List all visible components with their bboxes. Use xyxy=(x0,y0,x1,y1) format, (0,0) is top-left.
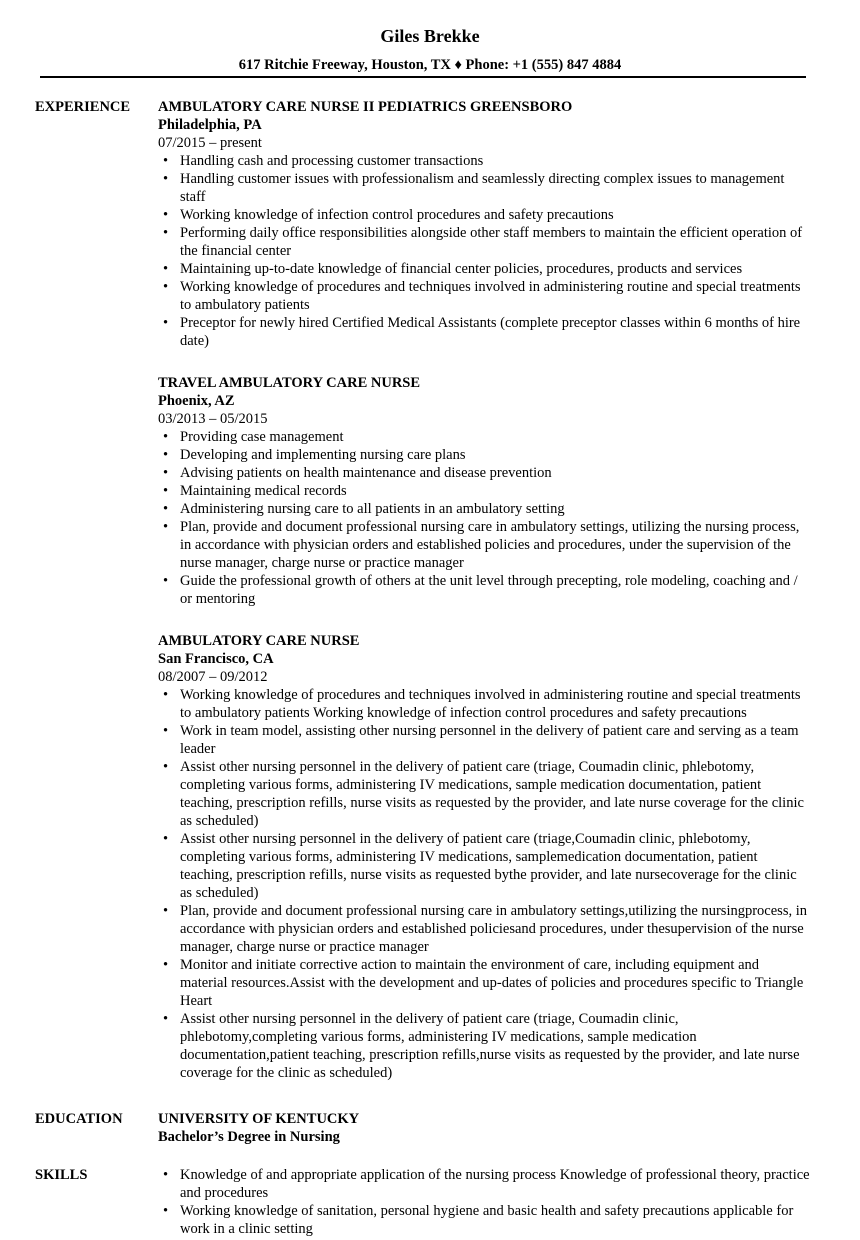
bullet-item xyxy=(158,1202,810,1238)
bullet-item xyxy=(158,464,810,482)
bullet-icon: • xyxy=(163,1203,169,1219)
bullet-text: Knowledge of and appropriate application of the nursing process Knowledge of professional theory, practice and procedures xyxy=(180,1167,810,1201)
job-location: Phoenix, AZ xyxy=(158,393,235,409)
bullet-item xyxy=(158,1010,810,1082)
bullet-text: Preceptor for newly hired Certified Medical Assistants (complete preceptor classes within 6 months of hire date) xyxy=(180,315,801,349)
bullet-item xyxy=(158,260,810,278)
bullet-item xyxy=(158,446,810,464)
bullet-text: Assist other nursing personnel in the delivery of patient care (triage, Coumadin clinic, phlebotomy,completing various forms, administering IV medications, sample medication documentation,patient teaching, prescription refills,nurse visits as requested by the provider, and late nurse coverage for the clinic as scheduled) xyxy=(180,1011,800,1081)
bullet-item xyxy=(158,686,810,722)
bullet-text: Working knowledge of procedures and techniques involved in administering routine and special treatments to ambulatory patients Working knowledge of infection control procedures and safety precautions xyxy=(180,687,801,721)
degree-name: Bachelor’s Degree in Nursing xyxy=(158,1129,340,1145)
bullet-icon: • xyxy=(163,279,169,295)
bullet-item xyxy=(158,572,810,608)
bullet-icon: • xyxy=(163,483,169,499)
skills-body xyxy=(158,1166,810,1238)
job-bullets xyxy=(158,686,810,1082)
job-location: San Francisco, CA xyxy=(158,651,274,667)
job-bullets xyxy=(158,428,810,608)
bullet-item xyxy=(158,170,810,206)
job-dates: 08/2007 – 09/2012 xyxy=(158,669,268,685)
bullet-icon: • xyxy=(163,501,169,517)
job-location: Philadelphia, PA xyxy=(158,117,262,133)
bullet-text: Working knowledge of infection control procedures and safety precautions xyxy=(180,207,614,223)
job-dates: 03/2013 – 05/2015 xyxy=(158,411,268,427)
skills-label: SKILLS xyxy=(35,1167,88,1183)
bullet-icon: • xyxy=(163,831,169,847)
education-body xyxy=(158,1110,810,1146)
bullet-item xyxy=(158,956,810,1010)
bullet-icon: • xyxy=(163,687,169,703)
bullet-icon: • xyxy=(163,225,169,241)
bullet-icon: • xyxy=(163,315,169,331)
job-title: TRAVEL AMBULATORY CARE NURSE xyxy=(158,375,421,391)
bullet-text: Advising patients on health maintenance and disease prevention xyxy=(180,465,552,481)
bullet-icon: • xyxy=(163,519,169,535)
job-entry xyxy=(158,632,810,1082)
job-title: AMBULATORY CARE NURSE xyxy=(158,633,360,649)
job-title: AMBULATORY CARE NURSE II PEDIATRICS GREENSBORO xyxy=(158,99,573,115)
bullet-item xyxy=(158,830,810,902)
job-bullets xyxy=(158,152,810,350)
bullet-text: Working knowledge of procedures and techniques involved in administering routine and special treatments to ambulatory patients xyxy=(180,279,801,313)
bullet-text: Assist other nursing personnel in the delivery of patient care (triage, Coumadin clinic, phlebotomy, completing various forms, administering IV medications, sample medication documentation, patient teaching, prescription refills, nurse visits as requested by the provider, and late nurse coverage for the clinic as scheduled) xyxy=(180,759,804,829)
bullet-icon: • xyxy=(163,171,169,187)
bullet-text: Maintaining medical records xyxy=(180,483,347,499)
bullet-item xyxy=(158,278,810,314)
bullet-text: Maintaining up-to-date knowledge of financial center policies, procedures, products and services xyxy=(180,261,743,277)
bullet-icon: • xyxy=(163,759,169,775)
bullet-icon: • xyxy=(163,573,169,589)
bullet-text: Handling cash and processing customer transactions xyxy=(180,153,484,169)
bullet-text: Developing and implementing nursing care plans xyxy=(180,447,466,463)
bullet-icon: • xyxy=(163,207,169,223)
education-label: EDUCATION xyxy=(35,1111,123,1127)
bullet-text: Handling customer issues with professionalism and seamlessly directing complex issues to management staff xyxy=(180,171,785,205)
bullet-item xyxy=(158,224,810,260)
bullet-item xyxy=(158,902,810,956)
candidate-name: Giles Brekke xyxy=(380,26,480,46)
bullet-icon: • xyxy=(163,261,169,277)
job-entry xyxy=(158,374,810,608)
bullet-item xyxy=(158,518,810,572)
education-section xyxy=(0,1110,860,1146)
bullet-item xyxy=(158,152,810,170)
experience-section xyxy=(0,98,860,1082)
bullet-text: Monitor and initiate corrective action to maintain the environment of care, including equipment and material resources.Assist with the development and up-dates of policies and procedures specific to Triangle Heart xyxy=(180,957,804,1009)
bullet-text: Work in team model, assisting other nursing personnel in the delivery of patient care and serving as a team leader xyxy=(180,723,799,757)
bullet-icon: • xyxy=(163,903,169,919)
bullet-text: Working knowledge of sanitation, personal hygiene and basic health and safety precautions applicable for work in a clinic setting xyxy=(180,1203,794,1237)
bullet-text: Plan, provide and document professional nursing care in ambulatory settings,utilizing the nursingprocess, in accordance with physician orders and established policiesand procedures, under thesupervision of the nurse manager, charge nurse or practice manager xyxy=(180,903,807,955)
bullet-item xyxy=(158,428,810,446)
bullet-icon: • xyxy=(163,957,169,973)
bullet-item xyxy=(158,314,810,350)
bullet-text: Administering nursing care to all patients in an ambulatory setting xyxy=(180,501,565,517)
resume-header xyxy=(0,0,860,78)
bullet-icon: • xyxy=(163,723,169,739)
experience-body xyxy=(158,98,810,1082)
bullet-text: Assist other nursing personnel in the delivery of patient care (triage,Coumadin clinic, phlebotomy, completing various forms, administering IV medications, samplemedication documentation, patient teaching, prescription refills, nurse visits as requested bythe provider, and late nursecoverage for the clinic as scheduled) xyxy=(180,831,797,901)
school-name: UNIVERSITY OF KENTUCKY xyxy=(158,1111,360,1127)
bullet-item xyxy=(158,758,810,830)
skills-bullets xyxy=(158,1166,810,1238)
bullet-item xyxy=(158,206,810,224)
bullet-item xyxy=(158,482,810,500)
bullet-icon: • xyxy=(163,465,169,481)
bullet-icon: • xyxy=(163,447,169,463)
bullet-text: Performing daily office responsibilities alongside other staff members to maintain the efficient operation of the financial center xyxy=(180,225,803,259)
bullet-text: Providing case management xyxy=(180,429,344,445)
bullet-icon: • xyxy=(163,429,169,445)
skills-section xyxy=(0,1166,860,1238)
contact-line: 617 Ritchie Freeway, Houston, TX ♦ Phone: +1 (555) 847 4884 xyxy=(238,57,622,73)
experience-label: EXPERIENCE xyxy=(35,99,131,115)
bullet-icon: • xyxy=(163,1011,169,1027)
bullet-item xyxy=(158,500,810,518)
header-divider xyxy=(40,76,806,78)
bullet-icon: • xyxy=(163,153,169,169)
bullet-icon: • xyxy=(163,1167,169,1183)
bullet-text: Plan, provide and document professional nursing care in ambulatory settings, utilizing the nursing process, in accordance with physician orders and established policies and procedures, under the supervision of the nurse manager, charge nurse or practice manager xyxy=(180,519,800,571)
bullet-text: Guide the professional growth of others at the unit level through precepting, role modeling, coaching and / or mentoring xyxy=(180,573,798,607)
bullet-item xyxy=(158,722,810,758)
job-dates: 07/2015 – present xyxy=(158,135,262,151)
bullet-item xyxy=(158,1166,810,1202)
job-entry xyxy=(158,98,810,350)
